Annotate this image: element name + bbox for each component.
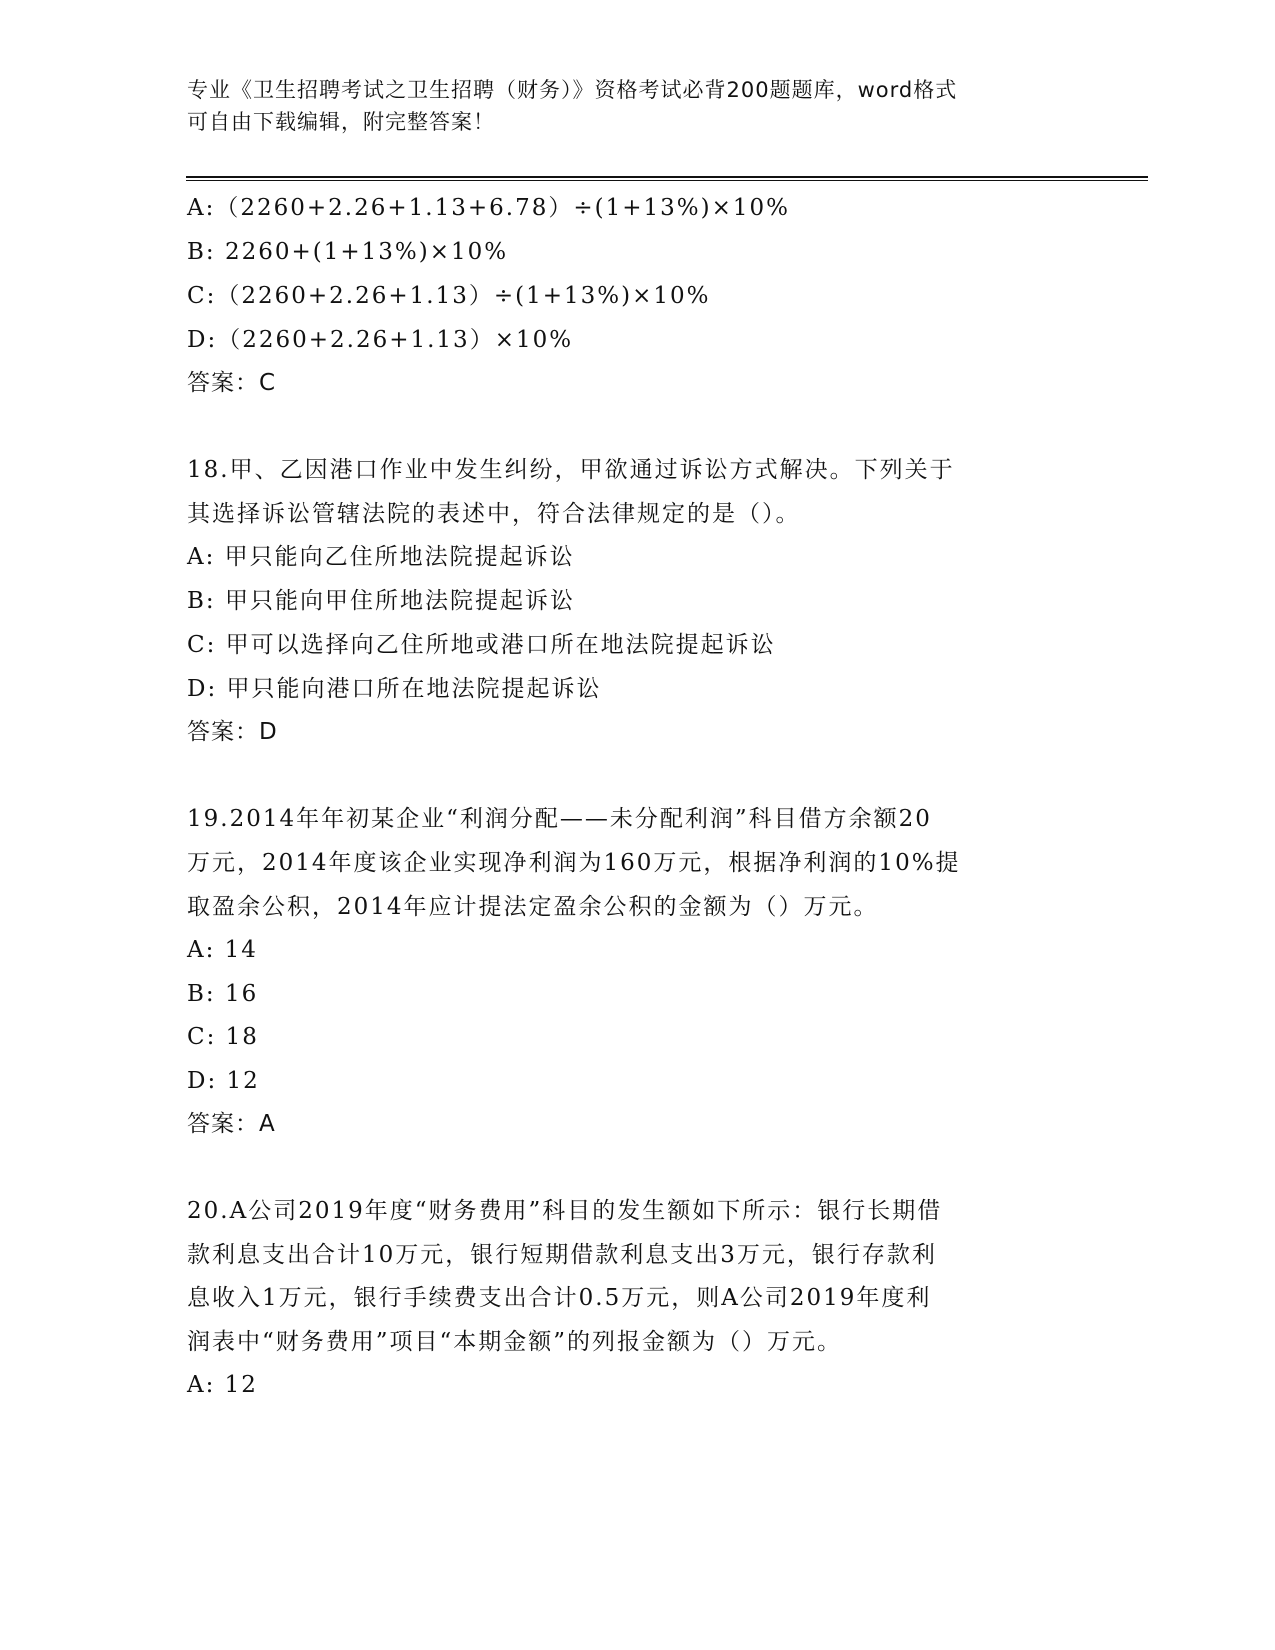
- q19-stem-line-3: 取盈余公积，2014年应计提法定盈余公积的金额为（）万元。: [187, 894, 879, 920]
- header-line-2: 可自由下载编辑，附完整答案！: [187, 110, 495, 134]
- q17-answer: 答案：C: [187, 370, 277, 396]
- q19-option-a: A: 14: [187, 937, 258, 963]
- q19-option-b: B: 16: [187, 981, 259, 1007]
- q20-stem-line-1: 20.A公司2019年度“财务费用”科目的发生额如下所示：银行长期借: [187, 1198, 943, 1224]
- q20-stem-line-4: 润表中“财务费用”项目“本期金额”的列报金额为（）万元。: [187, 1329, 843, 1355]
- q18-stem-line-1: 18.甲、乙因港口作业中发生纠纷，甲欲通过诉讼方式解决。下列关于: [187, 457, 955, 483]
- q19-option-d: D: 12: [187, 1068, 260, 1094]
- q17-option-a: A:（2260+2.26+1.13+6.78）÷(1+13%)×10%: [187, 195, 790, 221]
- header-line-1: 专业《卫生招聘考试之卫生招聘（财务）》资格考试必背200题题库，word格式: [187, 78, 958, 102]
- q17-option-b: B: 2260+(1+13%)×10%: [187, 239, 509, 265]
- header-rule-thick: [186, 176, 1148, 178]
- q20-stem-line-2: 款利息支出合计10万元，银行短期借款利息支出3万元，银行存款利: [187, 1242, 937, 1268]
- q18-stem-line-2: 其选择诉讼管辖法院的表述中，符合法律规定的是（）。: [187, 501, 801, 527]
- q17-option-c: C:（2260+2.26+1.13）÷(1+13%)×10%: [187, 283, 711, 309]
- q19-option-c: C: 18: [187, 1024, 259, 1050]
- q19-stem-line-1: 19.2014年年初某企业“利润分配——未分配利润”科目借方余额20: [187, 806, 932, 832]
- q17-option-d: D:（2260+2.26+1.13）×10%: [187, 327, 574, 353]
- header-rule-thin: [186, 180, 1148, 181]
- q18-option-d: D: 甲只能向港口所在地法院提起诉讼: [187, 676, 602, 702]
- q20-option-a: A: 12: [187, 1372, 258, 1398]
- q18-option-a: A: 甲只能向乙住所地法院提起诉讼: [187, 544, 575, 570]
- q18-answer: 答案：D: [187, 719, 278, 745]
- q18-option-b: B: 甲只能向甲住所地法院提起诉讼: [187, 588, 575, 614]
- document-header: [187, 74, 1087, 138]
- q18-option-c: C: 甲可以选择向乙住所地或港口所在地法院提起诉讼: [187, 632, 776, 658]
- q20-stem-line-3: 息收入1万元，银行手续费支出合计0.5万元，则A公司2019年度利: [187, 1285, 932, 1311]
- q19-stem-line-2: 万元，2014年度该企业实现净利润为160万元，根据净利润的10%提: [187, 850, 961, 876]
- q19-answer: 答案：A: [187, 1111, 276, 1137]
